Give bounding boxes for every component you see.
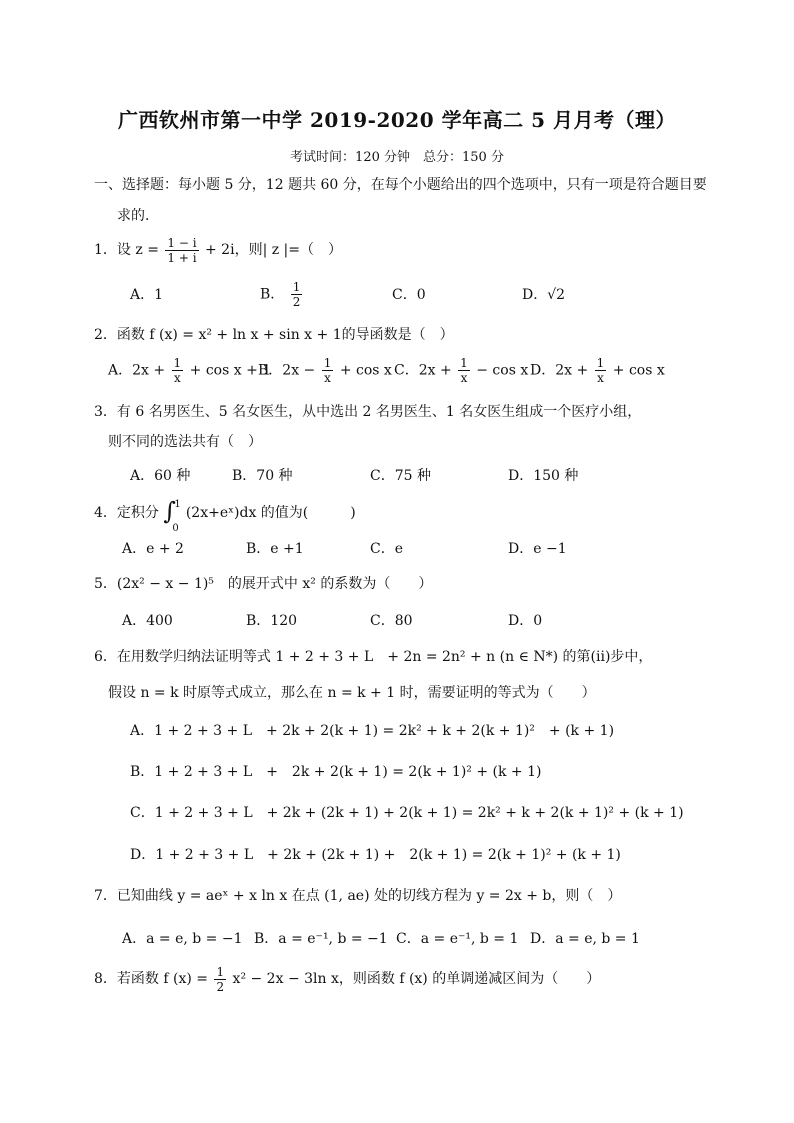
q1-option-a: A．1 <box>130 287 164 303</box>
question-1: 1．设 z = $\frac{1 - i}{1 + i}$ + 2i，则| z |=（ ） <box>94 235 343 265</box>
q2-option-c: C．2x + $\frac{1}{x}$ − cos x <box>394 356 529 385</box>
section-heading-line1: 一、选择题：每小题 5 分，12 题共 60 分，在每个小题给出的四个选项中，只有一项是符合题目要 <box>94 177 707 193</box>
q5-option-c: C．80 <box>370 613 413 629</box>
q6-option-c: C．1 + 2 + 3 + L + 2k + (2k + 1) + 2(k + 1) = 2k² + k + 2(k + 1)² + (k + 1) <box>130 805 684 821</box>
q8-fraction: $\frac{1}{2}$ <box>216 964 225 994</box>
q2-option-b: B．2x − $\frac{1}{x}$ + cos x <box>258 356 392 385</box>
q5-options <box>0 610 794 636</box>
q3-options <box>0 465 794 491</box>
integral-sign: ∫ 1 0 <box>163 497 181 534</box>
question-4: 4．定积分 ∫ 1 0 (2x+eˣ)dx 的值为( ) <box>94 497 356 534</box>
question-3-line2: 则不同的选法共有（ ） <box>108 434 262 450</box>
q6-option-b: B．1 + 2 + 3 + L + 2k + 2(k + 1) = 2(k + 1)² + (k + 1) <box>130 764 542 780</box>
q7-option-b: B．a = e⁻¹, b = −1 <box>254 931 388 947</box>
question-8: 8．若函数 f (x) = $\frac{1}{2}$ x² − 2x − 3ln x，则函数 f (x) 的单调递减区间为（ ） <box>94 964 601 994</box>
q6-option-a: A．1 + 2 + 3 + L + 2k + 2(k + 1) = 2k² + k + 2(k + 1)² + (k + 1) <box>130 723 615 739</box>
q4-option-d: D．e −1 <box>508 541 567 557</box>
question-3-line1: 3．有 6 名男医生、5 名女医生，从中选出 2 名男医生、1 名女医生组成一个医疗小组， <box>94 404 642 420</box>
q7-option-a: A．a = e, b = −1 <box>122 931 243 947</box>
q2-option-a: A．2x + $\frac{1}{x}$ + cos x + 1 <box>108 356 272 385</box>
q7-options <box>0 928 794 954</box>
question-5: 5．(2x² − x − 1)⁵ 的展开式中 x² 的系数为（ ） <box>94 576 433 592</box>
question-6-line1: 6．在用数学归纳法证明等式 1 + 2 + 3 + L + 2n = 2n² + n (n ∈ N*) 的第(ii)步中， <box>94 649 653 665</box>
q3-option-d: D．150 种 <box>508 468 579 484</box>
q1-fraction: $\frac{1 - i}{1 + i}$ <box>167 235 197 265</box>
page-title: 广西钦州市第一中学 2019-2020 学年高二 5 月月考（理） <box>118 108 676 132</box>
q4-option-b: B．e +1 <box>246 541 304 557</box>
q4-option-c: C．e <box>370 541 403 557</box>
q1-option-d: D．√2 <box>522 287 566 303</box>
q1-options <box>0 280 794 309</box>
q5-option-a: A．400 <box>122 613 173 629</box>
q4-option-a: A．e + 2 <box>122 541 184 557</box>
q6-option-d: D．1 + 2 + 3 + L + 2k + (2k + 1) + 2(k + 1) = 2(k + 1)² + (k + 1) <box>130 847 621 863</box>
q3-option-b: B．70 种 <box>232 468 293 484</box>
q3-option-c: C．75 种 <box>370 468 431 484</box>
q7-option-d: D．a = e, b = 1 <box>530 931 640 947</box>
q5-option-b: B．120 <box>246 613 298 629</box>
q3-option-a: A．60 种 <box>130 468 191 484</box>
q2-option-d: D．2x + $\frac{1}{x}$ + cos x <box>530 356 665 385</box>
q2-options <box>0 356 794 385</box>
q1-option-c: C．0 <box>392 287 426 303</box>
q4-options <box>0 538 794 564</box>
section-heading-line2: 求的． <box>117 208 159 224</box>
question-6-line2: 假设 n = k 时原等式成立，那么在 n = k + 1 时，需要证明的等式为（ ） <box>108 685 596 701</box>
q1-option-b: B． $\frac{1}{2}$ <box>260 280 301 309</box>
q7-option-c: C．a = e⁻¹, b = 1 <box>396 931 519 947</box>
question-7: 7．已知曲线 y = aeˣ + x ln x 在点 (1, ae) 处的切线方程为 y = 2x + b，则（ ） <box>94 888 622 904</box>
question-2: 2．函数 f (x) = x² + ln x + sin x + 1的导函数是（ ） <box>94 327 454 343</box>
exam-meta: 考试时间：120 分钟 总分：150 分 <box>290 150 504 165</box>
q5-option-d: D．0 <box>508 613 543 629</box>
